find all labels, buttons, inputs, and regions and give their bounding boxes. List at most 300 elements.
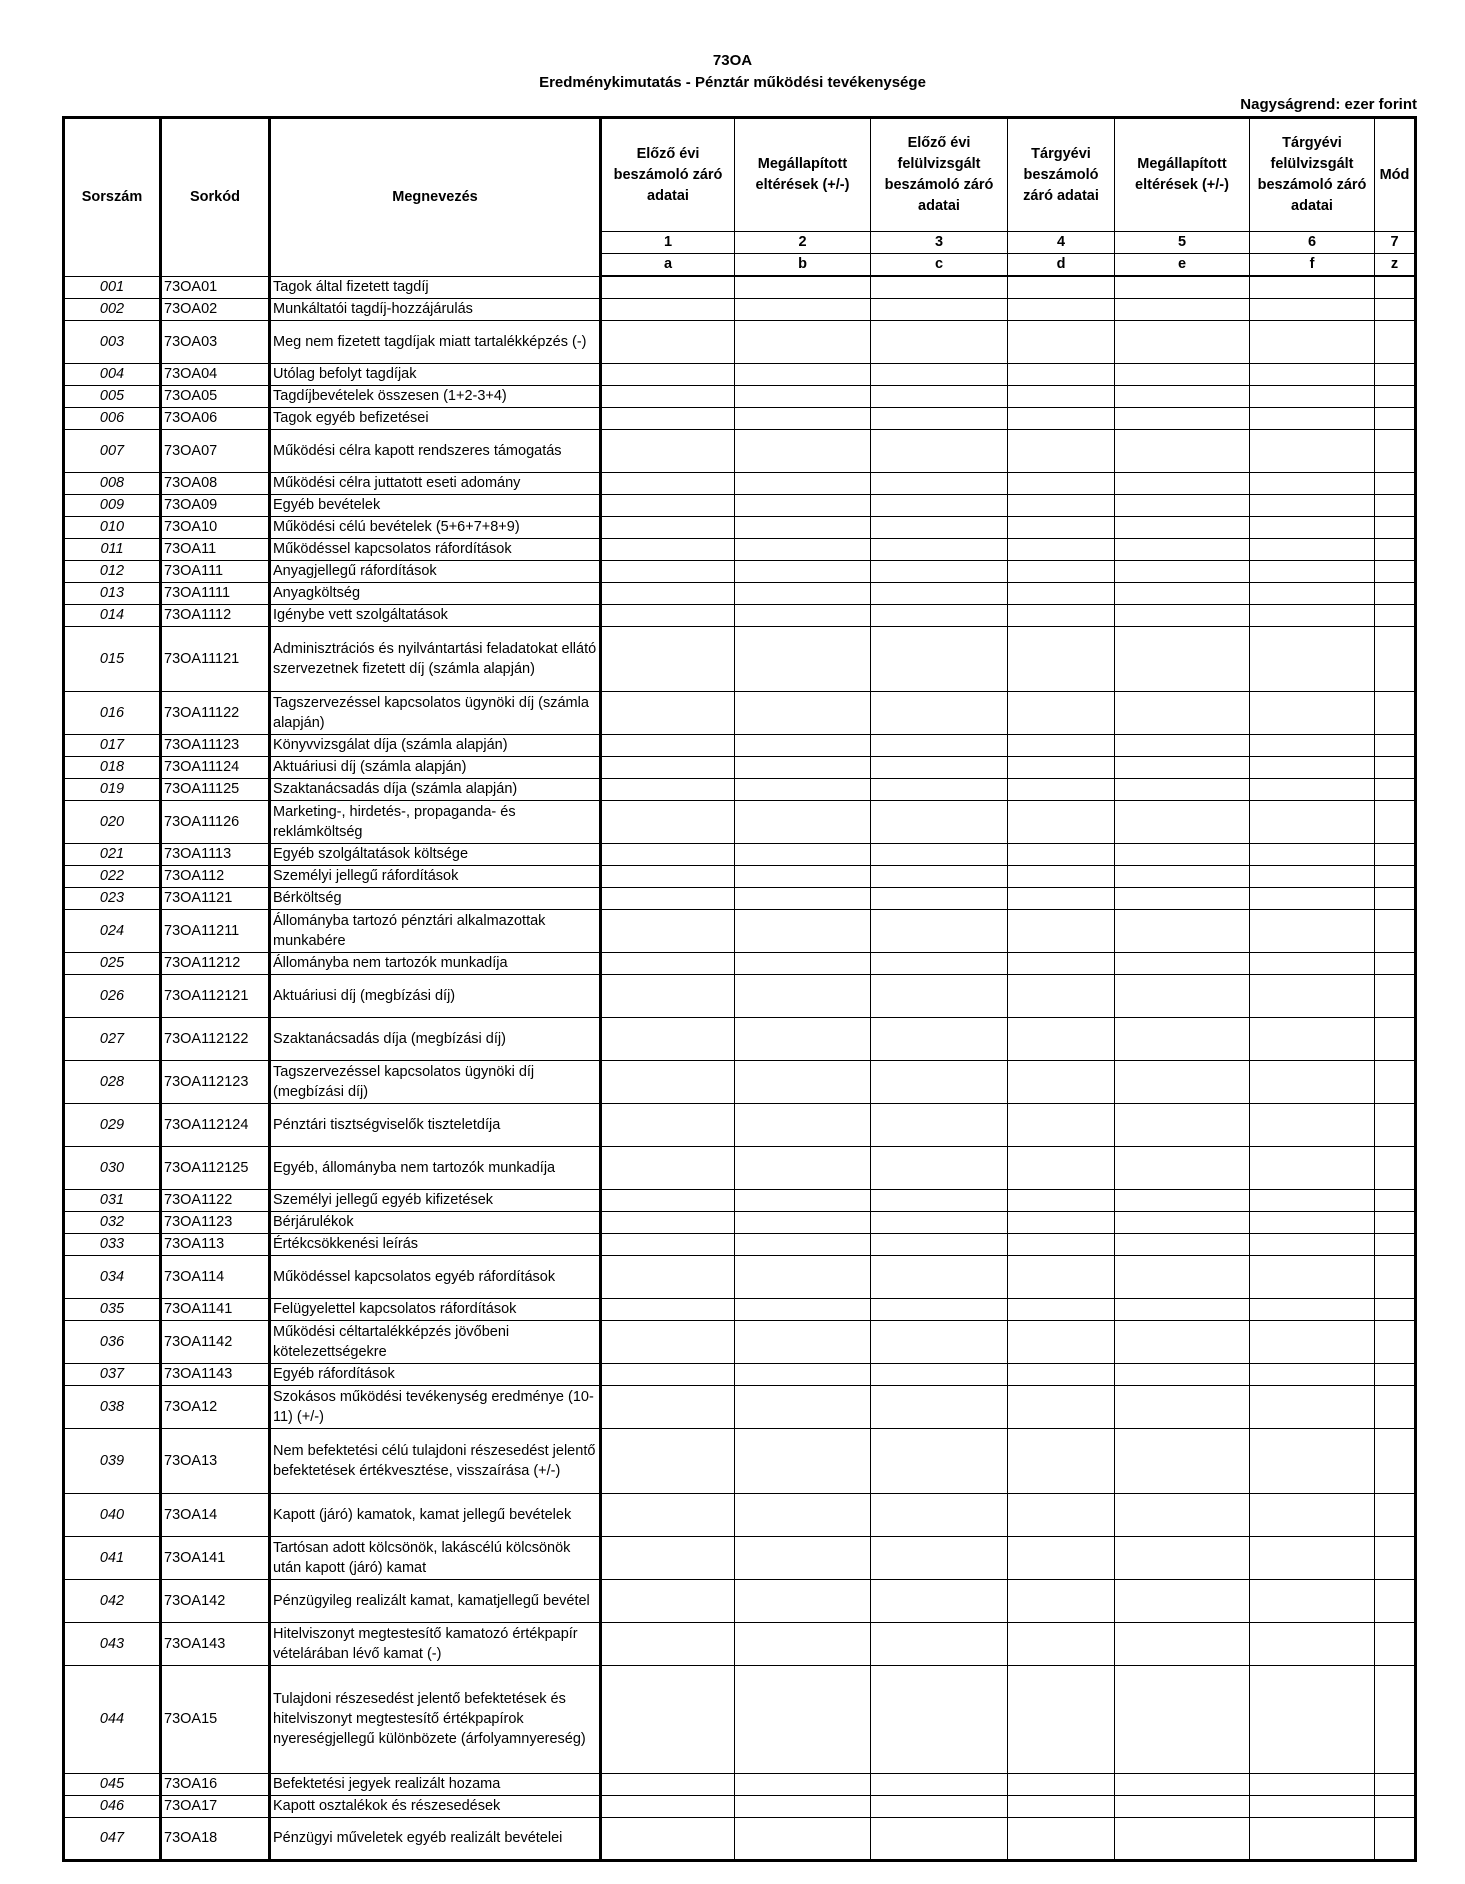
value-cell-col-5[interactable] <box>1115 734 1250 756</box>
value-cell-col-2[interactable] <box>735 1060 871 1103</box>
value-cell-col-3[interactable] <box>871 1622 1008 1665</box>
value-cell-col-5[interactable] <box>1115 865 1250 887</box>
value-cell-col-6[interactable] <box>1250 843 1375 865</box>
value-cell-col-4[interactable] <box>1008 1622 1115 1665</box>
value-cell-col-1[interactable] <box>601 582 735 604</box>
value-cell-col-4[interactable] <box>1008 1255 1115 1298</box>
value-cell-col-2[interactable] <box>735 974 871 1017</box>
value-cell-col-2[interactable] <box>735 276 871 298</box>
value-cell-col-3[interactable] <box>871 494 1008 516</box>
value-cell-col-6[interactable] <box>1250 1817 1375 1860</box>
value-cell-col-2[interactable] <box>735 604 871 626</box>
value-cell-col-6[interactable] <box>1250 494 1375 516</box>
value-cell-col-2[interactable] <box>735 1103 871 1146</box>
value-cell-col-7[interactable] <box>1375 276 1416 298</box>
value-cell-col-5[interactable] <box>1115 1017 1250 1060</box>
value-cell-col-1[interactable] <box>601 778 735 800</box>
value-cell-col-2[interactable] <box>735 429 871 472</box>
value-cell-col-6[interactable] <box>1250 385 1375 407</box>
value-cell-col-7[interactable] <box>1375 1146 1416 1189</box>
value-cell-col-3[interactable] <box>871 1320 1008 1363</box>
value-cell-col-4[interactable] <box>1008 1385 1115 1428</box>
value-cell-col-1[interactable] <box>601 1233 735 1255</box>
value-cell-col-2[interactable] <box>735 1189 871 1211</box>
value-cell-col-6[interactable] <box>1250 538 1375 560</box>
value-cell-col-6[interactable] <box>1250 1298 1375 1320</box>
value-cell-col-4[interactable] <box>1008 385 1115 407</box>
value-cell-col-4[interactable] <box>1008 1320 1115 1363</box>
value-cell-col-1[interactable] <box>601 800 735 843</box>
value-cell-col-1[interactable] <box>601 1536 735 1579</box>
value-cell-col-5[interactable] <box>1115 1622 1250 1665</box>
value-cell-col-3[interactable] <box>871 1017 1008 1060</box>
value-cell-col-4[interactable] <box>1008 538 1115 560</box>
value-cell-col-4[interactable] <box>1008 843 1115 865</box>
value-cell-col-6[interactable] <box>1250 1773 1375 1795</box>
value-cell-col-5[interactable] <box>1115 429 1250 472</box>
value-cell-col-3[interactable] <box>871 691 1008 734</box>
value-cell-col-2[interactable] <box>735 734 871 756</box>
value-cell-col-7[interactable] <box>1375 1665 1416 1773</box>
value-cell-col-7[interactable] <box>1375 1060 1416 1103</box>
value-cell-col-1[interactable] <box>601 952 735 974</box>
value-cell-col-7[interactable] <box>1375 952 1416 974</box>
value-cell-col-7[interactable] <box>1375 1536 1416 1579</box>
value-cell-col-2[interactable] <box>735 1298 871 1320</box>
value-cell-col-1[interactable] <box>601 1665 735 1773</box>
value-cell-col-5[interactable] <box>1115 1298 1250 1320</box>
value-cell-col-6[interactable] <box>1250 1665 1375 1773</box>
value-cell-col-1[interactable] <box>601 1211 735 1233</box>
value-cell-col-7[interactable] <box>1375 560 1416 582</box>
value-cell-col-7[interactable] <box>1375 298 1416 320</box>
value-cell-col-4[interactable] <box>1008 1493 1115 1536</box>
value-cell-col-3[interactable] <box>871 320 1008 363</box>
value-cell-col-4[interactable] <box>1008 494 1115 516</box>
value-cell-col-3[interactable] <box>871 626 1008 691</box>
value-cell-col-4[interactable] <box>1008 1363 1115 1385</box>
value-cell-col-1[interactable] <box>601 626 735 691</box>
value-cell-col-6[interactable] <box>1250 952 1375 974</box>
value-cell-col-3[interactable] <box>871 1428 1008 1493</box>
value-cell-col-1[interactable] <box>601 1622 735 1665</box>
value-cell-col-1[interactable] <box>601 909 735 952</box>
value-cell-col-1[interactable] <box>601 363 735 385</box>
value-cell-col-1[interactable] <box>601 1385 735 1428</box>
value-cell-col-2[interactable] <box>735 778 871 800</box>
value-cell-col-1[interactable] <box>601 494 735 516</box>
value-cell-col-6[interactable] <box>1250 974 1375 1017</box>
value-cell-col-5[interactable] <box>1115 276 1250 298</box>
value-cell-col-2[interactable] <box>735 1255 871 1298</box>
value-cell-col-4[interactable] <box>1008 582 1115 604</box>
value-cell-col-3[interactable] <box>871 1103 1008 1146</box>
value-cell-col-5[interactable] <box>1115 887 1250 909</box>
value-cell-col-5[interactable] <box>1115 800 1250 843</box>
value-cell-col-6[interactable] <box>1250 298 1375 320</box>
value-cell-col-4[interactable] <box>1008 756 1115 778</box>
value-cell-col-6[interactable] <box>1250 1363 1375 1385</box>
value-cell-col-4[interactable] <box>1008 1773 1115 1795</box>
value-cell-col-6[interactable] <box>1250 1211 1375 1233</box>
value-cell-col-3[interactable] <box>871 1189 1008 1211</box>
value-cell-col-1[interactable] <box>601 843 735 865</box>
value-cell-col-4[interactable] <box>1008 1795 1115 1817</box>
value-cell-col-2[interactable] <box>735 494 871 516</box>
value-cell-col-1[interactable] <box>601 320 735 363</box>
value-cell-col-3[interactable] <box>871 1536 1008 1579</box>
value-cell-col-5[interactable] <box>1115 494 1250 516</box>
value-cell-col-3[interactable] <box>871 1060 1008 1103</box>
value-cell-col-5[interactable] <box>1115 320 1250 363</box>
value-cell-col-2[interactable] <box>735 756 871 778</box>
value-cell-col-7[interactable] <box>1375 1233 1416 1255</box>
value-cell-col-6[interactable] <box>1250 1622 1375 1665</box>
value-cell-col-5[interactable] <box>1115 974 1250 1017</box>
value-cell-col-1[interactable] <box>601 604 735 626</box>
value-cell-col-7[interactable] <box>1375 1579 1416 1622</box>
value-cell-col-7[interactable] <box>1375 909 1416 952</box>
value-cell-col-2[interactable] <box>735 560 871 582</box>
value-cell-col-5[interactable] <box>1115 1255 1250 1298</box>
value-cell-col-7[interactable] <box>1375 538 1416 560</box>
value-cell-col-4[interactable] <box>1008 1817 1115 1860</box>
value-cell-col-1[interactable] <box>601 1579 735 1622</box>
value-cell-col-7[interactable] <box>1375 865 1416 887</box>
value-cell-col-6[interactable] <box>1250 691 1375 734</box>
value-cell-col-7[interactable] <box>1375 1773 1416 1795</box>
value-cell-col-5[interactable] <box>1115 604 1250 626</box>
value-cell-col-5[interactable] <box>1115 1146 1250 1189</box>
value-cell-col-3[interactable] <box>871 407 1008 429</box>
value-cell-col-3[interactable] <box>871 604 1008 626</box>
value-cell-col-2[interactable] <box>735 1385 871 1428</box>
value-cell-col-1[interactable] <box>601 1773 735 1795</box>
value-cell-col-3[interactable] <box>871 1773 1008 1795</box>
value-cell-col-3[interactable] <box>871 429 1008 472</box>
value-cell-col-1[interactable] <box>601 1146 735 1189</box>
value-cell-col-3[interactable] <box>871 778 1008 800</box>
value-cell-col-1[interactable] <box>601 974 735 1017</box>
value-cell-col-6[interactable] <box>1250 1536 1375 1579</box>
value-cell-col-4[interactable] <box>1008 1146 1115 1189</box>
value-cell-col-4[interactable] <box>1008 363 1115 385</box>
value-cell-col-3[interactable] <box>871 865 1008 887</box>
value-cell-col-6[interactable] <box>1250 887 1375 909</box>
value-cell-col-1[interactable] <box>601 538 735 560</box>
value-cell-col-1[interactable] <box>601 865 735 887</box>
value-cell-col-7[interactable] <box>1375 800 1416 843</box>
value-cell-col-4[interactable] <box>1008 604 1115 626</box>
value-cell-col-6[interactable] <box>1250 276 1375 298</box>
value-cell-col-6[interactable] <box>1250 1385 1375 1428</box>
value-cell-col-7[interactable] <box>1375 1189 1416 1211</box>
value-cell-col-6[interactable] <box>1250 734 1375 756</box>
value-cell-col-6[interactable] <box>1250 582 1375 604</box>
value-cell-col-3[interactable] <box>871 974 1008 1017</box>
value-cell-col-4[interactable] <box>1008 800 1115 843</box>
value-cell-col-7[interactable] <box>1375 734 1416 756</box>
value-cell-col-3[interactable] <box>871 1493 1008 1536</box>
value-cell-col-6[interactable] <box>1250 560 1375 582</box>
value-cell-col-4[interactable] <box>1008 734 1115 756</box>
value-cell-col-5[interactable] <box>1115 472 1250 494</box>
value-cell-col-5[interactable] <box>1115 756 1250 778</box>
value-cell-col-1[interactable] <box>601 298 735 320</box>
value-cell-col-7[interactable] <box>1375 1320 1416 1363</box>
value-cell-col-7[interactable] <box>1375 363 1416 385</box>
value-cell-col-3[interactable] <box>871 734 1008 756</box>
value-cell-col-1[interactable] <box>601 407 735 429</box>
value-cell-col-3[interactable] <box>871 1211 1008 1233</box>
value-cell-col-2[interactable] <box>735 1017 871 1060</box>
value-cell-col-4[interactable] <box>1008 407 1115 429</box>
value-cell-col-4[interactable] <box>1008 1017 1115 1060</box>
value-cell-col-6[interactable] <box>1250 1255 1375 1298</box>
value-cell-col-5[interactable] <box>1115 1189 1250 1211</box>
value-cell-col-1[interactable] <box>601 276 735 298</box>
value-cell-col-7[interactable] <box>1375 1817 1416 1860</box>
value-cell-col-4[interactable] <box>1008 560 1115 582</box>
value-cell-col-5[interactable] <box>1115 1773 1250 1795</box>
value-cell-col-7[interactable] <box>1375 1103 1416 1146</box>
value-cell-col-7[interactable] <box>1375 494 1416 516</box>
value-cell-col-5[interactable] <box>1115 1320 1250 1363</box>
value-cell-col-3[interactable] <box>871 276 1008 298</box>
value-cell-col-3[interactable] <box>871 1795 1008 1817</box>
value-cell-col-4[interactable] <box>1008 276 1115 298</box>
value-cell-col-4[interactable] <box>1008 516 1115 538</box>
value-cell-col-5[interactable] <box>1115 1795 1250 1817</box>
value-cell-col-7[interactable] <box>1375 756 1416 778</box>
value-cell-col-4[interactable] <box>1008 298 1115 320</box>
value-cell-col-5[interactable] <box>1115 363 1250 385</box>
value-cell-col-2[interactable] <box>735 516 871 538</box>
value-cell-col-5[interactable] <box>1115 1579 1250 1622</box>
value-cell-col-7[interactable] <box>1375 1211 1416 1233</box>
value-cell-col-7[interactable] <box>1375 1385 1416 1428</box>
value-cell-col-7[interactable] <box>1375 385 1416 407</box>
value-cell-col-6[interactable] <box>1250 407 1375 429</box>
value-cell-col-2[interactable] <box>735 363 871 385</box>
value-cell-col-3[interactable] <box>871 298 1008 320</box>
value-cell-col-1[interactable] <box>601 560 735 582</box>
value-cell-col-1[interactable] <box>601 1493 735 1536</box>
value-cell-col-7[interactable] <box>1375 1795 1416 1817</box>
value-cell-col-7[interactable] <box>1375 1363 1416 1385</box>
value-cell-col-3[interactable] <box>871 1233 1008 1255</box>
value-cell-col-2[interactable] <box>735 538 871 560</box>
value-cell-col-3[interactable] <box>871 385 1008 407</box>
value-cell-col-5[interactable] <box>1115 843 1250 865</box>
value-cell-col-3[interactable] <box>871 1255 1008 1298</box>
value-cell-col-2[interactable] <box>735 843 871 865</box>
value-cell-col-5[interactable] <box>1115 1363 1250 1385</box>
value-cell-col-2[interactable] <box>735 909 871 952</box>
value-cell-col-4[interactable] <box>1008 1579 1115 1622</box>
value-cell-col-1[interactable] <box>601 1428 735 1493</box>
value-cell-col-3[interactable] <box>871 909 1008 952</box>
value-cell-col-3[interactable] <box>871 1385 1008 1428</box>
value-cell-col-6[interactable] <box>1250 363 1375 385</box>
value-cell-col-3[interactable] <box>871 1363 1008 1385</box>
value-cell-col-3[interactable] <box>871 843 1008 865</box>
value-cell-col-2[interactable] <box>735 952 871 974</box>
value-cell-col-7[interactable] <box>1375 843 1416 865</box>
value-cell-col-6[interactable] <box>1250 865 1375 887</box>
value-cell-col-3[interactable] <box>871 1146 1008 1189</box>
value-cell-col-6[interactable] <box>1250 1189 1375 1211</box>
value-cell-col-7[interactable] <box>1375 407 1416 429</box>
value-cell-col-2[interactable] <box>735 1363 871 1385</box>
value-cell-col-7[interactable] <box>1375 516 1416 538</box>
value-cell-col-6[interactable] <box>1250 1320 1375 1363</box>
value-cell-col-5[interactable] <box>1115 538 1250 560</box>
value-cell-col-5[interactable] <box>1115 516 1250 538</box>
value-cell-col-6[interactable] <box>1250 429 1375 472</box>
value-cell-col-3[interactable] <box>871 1298 1008 1320</box>
value-cell-col-4[interactable] <box>1008 778 1115 800</box>
value-cell-col-7[interactable] <box>1375 1493 1416 1536</box>
value-cell-col-6[interactable] <box>1250 1060 1375 1103</box>
value-cell-col-6[interactable] <box>1250 1493 1375 1536</box>
value-cell-col-5[interactable] <box>1115 1233 1250 1255</box>
value-cell-col-3[interactable] <box>871 1579 1008 1622</box>
value-cell-col-2[interactable] <box>735 1579 871 1622</box>
value-cell-col-7[interactable] <box>1375 320 1416 363</box>
value-cell-col-6[interactable] <box>1250 1579 1375 1622</box>
value-cell-col-3[interactable] <box>871 1817 1008 1860</box>
value-cell-col-1[interactable] <box>601 887 735 909</box>
value-cell-col-1[interactable] <box>601 734 735 756</box>
value-cell-col-4[interactable] <box>1008 1298 1115 1320</box>
value-cell-col-4[interactable] <box>1008 1103 1115 1146</box>
value-cell-col-5[interactable] <box>1115 1385 1250 1428</box>
value-cell-col-5[interactable] <box>1115 560 1250 582</box>
value-cell-col-3[interactable] <box>871 363 1008 385</box>
value-cell-col-4[interactable] <box>1008 1233 1115 1255</box>
value-cell-col-3[interactable] <box>871 560 1008 582</box>
value-cell-col-3[interactable] <box>871 538 1008 560</box>
value-cell-col-6[interactable] <box>1250 1233 1375 1255</box>
value-cell-col-2[interactable] <box>735 1795 871 1817</box>
value-cell-col-2[interactable] <box>735 865 871 887</box>
value-cell-col-1[interactable] <box>601 1363 735 1385</box>
value-cell-col-5[interactable] <box>1115 1665 1250 1773</box>
value-cell-col-3[interactable] <box>871 756 1008 778</box>
value-cell-col-4[interactable] <box>1008 320 1115 363</box>
value-cell-col-7[interactable] <box>1375 887 1416 909</box>
value-cell-col-2[interactable] <box>735 1665 871 1773</box>
value-cell-col-6[interactable] <box>1250 320 1375 363</box>
value-cell-col-2[interactable] <box>735 298 871 320</box>
value-cell-col-2[interactable] <box>735 1536 871 1579</box>
value-cell-col-6[interactable] <box>1250 1103 1375 1146</box>
value-cell-col-4[interactable] <box>1008 865 1115 887</box>
value-cell-col-1[interactable] <box>601 385 735 407</box>
value-cell-col-5[interactable] <box>1115 778 1250 800</box>
value-cell-col-7[interactable] <box>1375 626 1416 691</box>
value-cell-col-2[interactable] <box>735 472 871 494</box>
value-cell-col-4[interactable] <box>1008 1665 1115 1773</box>
value-cell-col-6[interactable] <box>1250 472 1375 494</box>
value-cell-col-6[interactable] <box>1250 1146 1375 1189</box>
value-cell-col-2[interactable] <box>735 385 871 407</box>
value-cell-col-5[interactable] <box>1115 1428 1250 1493</box>
value-cell-col-2[interactable] <box>735 800 871 843</box>
value-cell-col-3[interactable] <box>871 516 1008 538</box>
value-cell-col-3[interactable] <box>871 1665 1008 1773</box>
value-cell-col-5[interactable] <box>1115 1211 1250 1233</box>
value-cell-col-2[interactable] <box>735 626 871 691</box>
value-cell-col-7[interactable] <box>1375 582 1416 604</box>
value-cell-col-4[interactable] <box>1008 472 1115 494</box>
value-cell-col-3[interactable] <box>871 800 1008 843</box>
value-cell-col-6[interactable] <box>1250 516 1375 538</box>
value-cell-col-7[interactable] <box>1375 472 1416 494</box>
value-cell-col-2[interactable] <box>735 691 871 734</box>
value-cell-col-2[interactable] <box>735 1817 871 1860</box>
value-cell-col-6[interactable] <box>1250 1428 1375 1493</box>
value-cell-col-7[interactable] <box>1375 1428 1416 1493</box>
value-cell-col-5[interactable] <box>1115 691 1250 734</box>
value-cell-col-4[interactable] <box>1008 952 1115 974</box>
value-cell-col-5[interactable] <box>1115 952 1250 974</box>
value-cell-col-5[interactable] <box>1115 1103 1250 1146</box>
value-cell-col-1[interactable] <box>601 1320 735 1363</box>
value-cell-col-5[interactable] <box>1115 582 1250 604</box>
value-cell-col-2[interactable] <box>735 1493 871 1536</box>
value-cell-col-5[interactable] <box>1115 1060 1250 1103</box>
value-cell-col-7[interactable] <box>1375 604 1416 626</box>
value-cell-col-1[interactable] <box>601 1255 735 1298</box>
value-cell-col-4[interactable] <box>1008 909 1115 952</box>
value-cell-col-2[interactable] <box>735 1622 871 1665</box>
value-cell-col-7[interactable] <box>1375 974 1416 1017</box>
value-cell-col-4[interactable] <box>1008 1211 1115 1233</box>
value-cell-col-3[interactable] <box>871 582 1008 604</box>
value-cell-col-4[interactable] <box>1008 1189 1115 1211</box>
value-cell-col-7[interactable] <box>1375 1298 1416 1320</box>
value-cell-col-2[interactable] <box>735 887 871 909</box>
value-cell-col-6[interactable] <box>1250 626 1375 691</box>
value-cell-col-4[interactable] <box>1008 887 1115 909</box>
value-cell-col-4[interactable] <box>1008 1060 1115 1103</box>
value-cell-col-1[interactable] <box>601 1060 735 1103</box>
value-cell-col-2[interactable] <box>735 1428 871 1493</box>
value-cell-col-1[interactable] <box>601 1298 735 1320</box>
value-cell-col-2[interactable] <box>735 1773 871 1795</box>
value-cell-col-1[interactable] <box>601 1795 735 1817</box>
value-cell-col-3[interactable] <box>871 887 1008 909</box>
value-cell-col-5[interactable] <box>1115 1493 1250 1536</box>
value-cell-col-7[interactable] <box>1375 1622 1416 1665</box>
value-cell-col-6[interactable] <box>1250 909 1375 952</box>
value-cell-col-1[interactable] <box>601 1189 735 1211</box>
value-cell-col-2[interactable] <box>735 1320 871 1363</box>
value-cell-col-5[interactable] <box>1115 407 1250 429</box>
value-cell-col-1[interactable] <box>601 429 735 472</box>
value-cell-col-1[interactable] <box>601 1103 735 1146</box>
value-cell-col-7[interactable] <box>1375 691 1416 734</box>
value-cell-col-1[interactable] <box>601 756 735 778</box>
value-cell-col-7[interactable] <box>1375 429 1416 472</box>
value-cell-col-1[interactable] <box>601 691 735 734</box>
value-cell-col-4[interactable] <box>1008 1428 1115 1493</box>
value-cell-col-4[interactable] <box>1008 974 1115 1017</box>
value-cell-col-2[interactable] <box>735 1233 871 1255</box>
value-cell-col-2[interactable] <box>735 1146 871 1189</box>
